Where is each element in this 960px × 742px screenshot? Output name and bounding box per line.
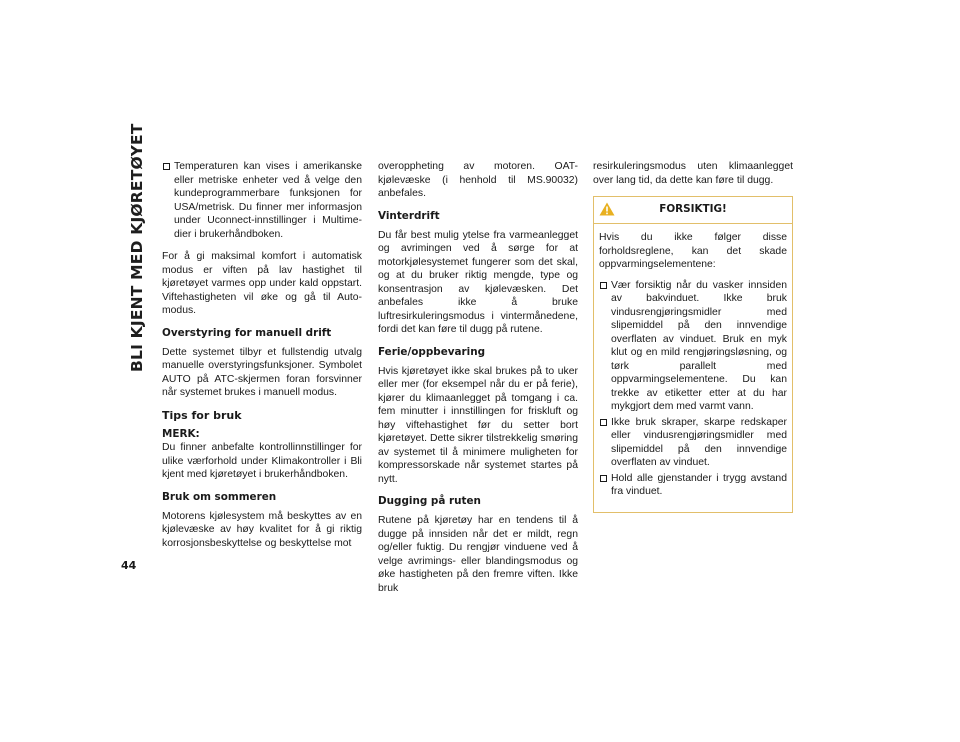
chapter-side-title: [120, 123, 154, 372]
section-heading: Tips for bruk: [162, 408, 242, 422]
section-heading: Ferie/oppbevaring: [378, 345, 486, 358]
section-heading: Vinterdrift: [378, 209, 440, 222]
caution-title: FORSIKTIG!: [659, 203, 727, 215]
list-item: Ikke bruk skraper, skarpe redskaper eller vindusrengjøringsmidler med slipemiddel på den innvendige overflaten av vinduet.: [599, 416, 787, 470]
caution-header: [594, 197, 792, 224]
paragraph: Hvis kjøretøyet ikke skal brukes på to uker eller mer (for eksempel når du er på ferie), kjører du klimaanlegget på tomgang i ca. fem minutter i innstillingen for friskluft og høy viftehastighet før du setter bort kjøretøyet. Dette sikrer tilstrekkelig smøring av systemet til å minimere muligheten for kompressorskade når systemet startes på nytt.: [378, 365, 578, 485]
section-heading: Bruk om sommeren: [162, 490, 277, 503]
bullet-list: [162, 160, 362, 241]
paragraph: Du får best mulig ytelse fra varmeanlegget og avrimingen ved å sørge for at motorkjølesystemet fungerer som det skal, og at du bruker riktig mengde, type og konsentrasjon av kjølevæsken. Det anbefales ikke å bruke luftresirkuleringsmodus i vintermånedene, fordi det kan føre til dugg på rutene.: [378, 229, 578, 335]
note: [162, 428, 362, 482]
list-item: Vær forsiktig når du vasker innsiden av bakvinduet. Ikke bruk vindusrengjøringsmidler med slipemiddel på den innvendige overflaten av vinduet. Bruk en myk klut og en mild rengjøringsløsning, og tørk parallelt med oppvarmingselementene. Du kan trekke av etiketter etter at du har mykgjort dem med varmt vann.: [599, 279, 787, 414]
bullet-square-icon: [163, 163, 170, 170]
list-item: Temperaturen kan vises i amerikanske eller metriske enheter ved å velge den kundeprogrammerbare funksjonen for USA/metrisk. Du finner mer informasjon under Uconnect-innstillinger i Multimedier i brukerhåndboken.: [162, 160, 362, 241]
paragraph: For å gi maksimal komfort i automatisk modus er viften på lav hastighet til kjøretøyet varmes opp under kald oppstart. Viftehastigheten vil øke og gå til Auto-modus.: [162, 251, 362, 316]
column-2: [378, 160, 578, 604]
paragraph: overoppheting av motoren. OAT-kjølevæske (i henhold til MS.90032) anbefales.: [378, 161, 578, 199]
page-number: 44: [121, 559, 137, 572]
caution-intro: Hvis du ikke følger disse forholdsreglene, kan det skade oppvarmingselementene:: [599, 232, 787, 270]
paragraph: Rutene på kjøretøy har en tendens til å dugge på innsiden når det er mildt, regn og/eller fuktig. Du rengjør vinduene ved å velge avrimings- eller blandingsmodus og øke hastigheten på den fremre viften. Ikke bruk: [378, 515, 578, 594]
caution-list: [599, 279, 787, 499]
bullet-square-icon: [600, 475, 607, 482]
note-label: MERK:: [162, 427, 200, 440]
caution-body: [594, 224, 792, 512]
note-text: Du finner anbefalte kontrollinnstillinger for ulike værforhold under Klimakontroller i Bli kjent med kjøretøyet i brukerhåndboken.: [162, 442, 362, 480]
caution-box: [593, 196, 793, 513]
column-1: [162, 160, 362, 559]
bullet-square-icon: [600, 282, 607, 289]
section-heading: Dugging på ruten: [378, 495, 481, 507]
paragraph: Dette systemet tilbyr et fullstendig utvalg manuelle overstyringsfunksjoner. Symbolet AUTO på ATC-skjermen foran forsvinner når systemet brukes i manuell modus.: [162, 346, 362, 398]
chapter-title-text: BLI KJENT MED KJØRETØYET: [128, 123, 146, 372]
column-3: [593, 160, 793, 513]
section-heading: Overstyring for manuell drift: [162, 326, 332, 339]
bullet-square-icon: [600, 419, 607, 426]
paragraph: Motorens kjølesystem må beskyttes av en kjølevæske av høy kvalitet for å gi riktig korrosjonsbeskyttelse og beskyttelse mot: [162, 510, 362, 549]
paragraph: resirkuleringsmodus uten klimaanlegget over lang tid, da dette kan føre til dugg.: [593, 161, 793, 186]
list-item: Hold alle gjenstander i trygg avstand fra vinduet.: [599, 472, 787, 499]
